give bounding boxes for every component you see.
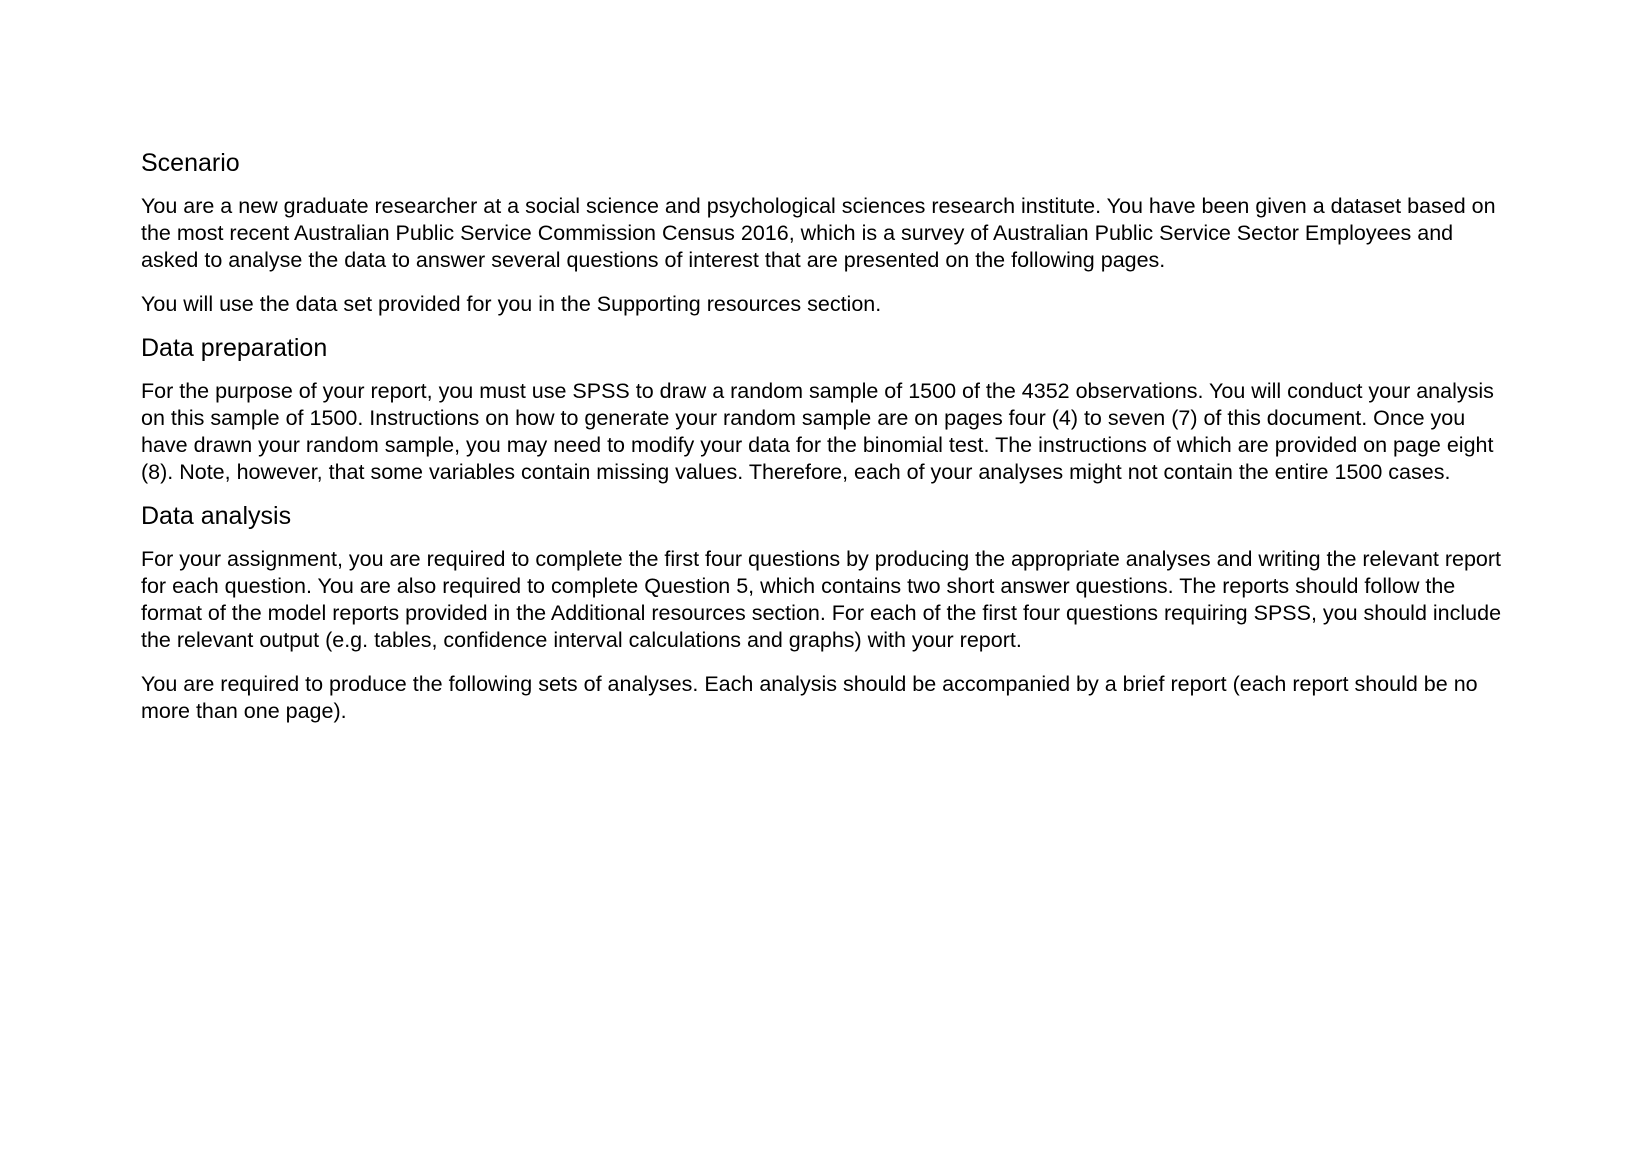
paragraph-data-preparation: For the purpose of your report, you must use SPSS to draw a random sample of 1500 of the 4352 observations. You will conduct your analysis on this sample of 1500. Instructions on how to generate your random sample are on pages four (4) to seven (7) of this document. Once you have drawn your random sample, you may need to modify your data for the binomial test. The instructions of which are provided on page eight (8). Note, however, that some variables contain missing values. Therefore, each of your analyses might not contain the entire 1500 cases. — [141, 379, 1494, 484]
section-heading-data-preparation: Data preparation — [141, 334, 328, 362]
document-page — [141, 148, 1511, 742]
section-heading-scenario: Scenario — [141, 149, 240, 177]
section-scenario — [141, 148, 1511, 318]
paragraph-scenario-intro: You are a new graduate researcher at a social science and psychological sciences research institute. You have been given a dataset based on the most recent Australian Public Service Commission Census 2016, which is a survey of Australian Public Service Sector Employees and asked to analyse the data to answer several questions of interest that are presented on the following pages. — [141, 194, 1496, 272]
paragraph-data-analysis-requirements: For your assignment, you are required to complete the first four questions by producing the appropriate analyses and writing the relevant report for each question. You are also required to complete Question 5, which contains two short answer questions. The reports should follow the format of the model reports provided in the Additional resources section. For each of the first four questions requiring SPSS, you should include the relevant output (e.g. tables, confidence interval calculations and graphs) with your report. — [141, 547, 1502, 652]
section-data-analysis — [141, 501, 1511, 725]
paragraph-scenario-dataset: You will use the data set provided for you in the Supporting resources section. — [141, 292, 882, 316]
section-data-preparation — [141, 333, 1511, 486]
section-heading-data-analysis: Data analysis — [141, 502, 292, 530]
paragraph-data-analysis-sets: You are required to produce the following sets of analyses. Each analysis should be accompanied by a brief report (each report should be no more than one page). — [141, 672, 1478, 723]
